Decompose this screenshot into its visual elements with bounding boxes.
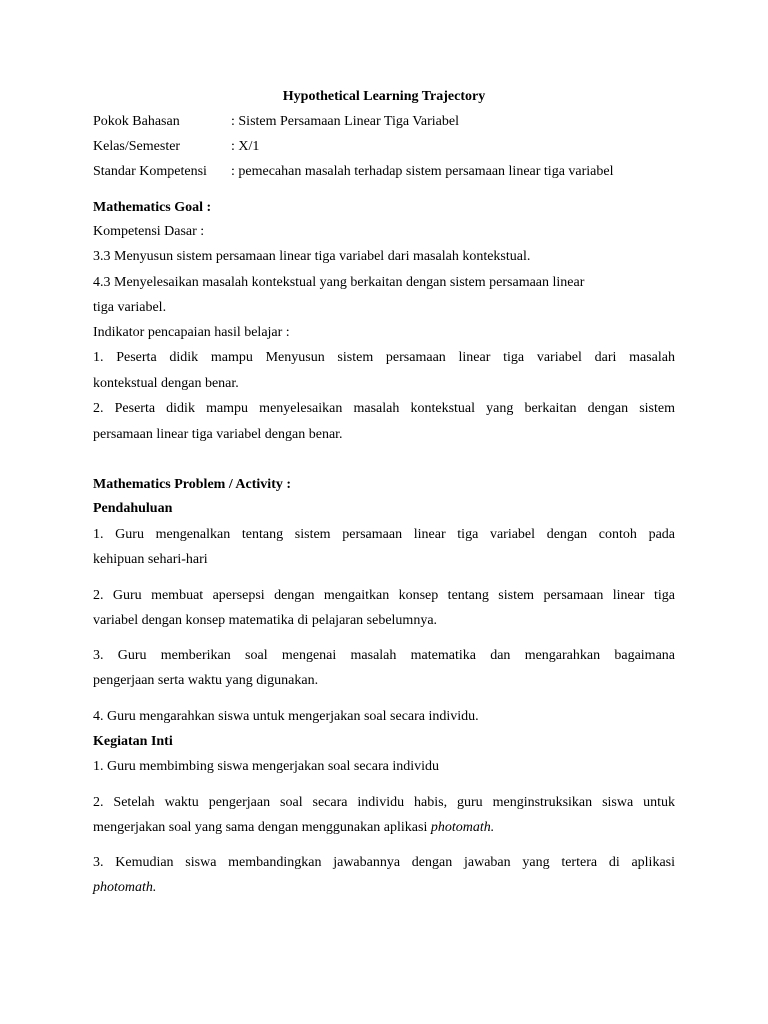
section-kegiatan-inti: Kegiatan Inti <box>93 734 173 749</box>
activity-item: 1. Guru mengenalkan tentang sistem persamaan linear tiga variabel dengan contoh pada <box>93 527 675 542</box>
activity-item: 1. Guru membimbing siswa mengerjakan soal secara individu <box>93 759 440 774</box>
page-title: Hypothetical Learning Trajectory <box>282 89 486 104</box>
activity-item-cont <box>93 879 675 897</box>
activity-item: 3. Guru memberikan soal mengenai masalah matematika dan mengarahkan bagaimana <box>93 648 675 663</box>
meta-value: : Sistem Persamaan Linear Tiga Variabel <box>231 114 459 129</box>
activity-item-cont <box>93 819 675 837</box>
meta-value: : pemecahan masalah terhadap sistem persamaan linear tiga variabel <box>231 164 614 179</box>
kd-item: 4.3 Menyelesaikan masalah kontekstual yang berkaitan dengan sistem persamaan linear <box>93 275 585 290</box>
activity-item-cont: variabel dengan konsep matematika di pelajaran sebelumnya. <box>93 613 438 628</box>
kd-item: 3.3 Menyusun sistem persamaan linear tiga variabel dari masalah kontekstual. <box>93 249 531 264</box>
activity-heading: Mathematics Problem / Activity : <box>93 477 292 492</box>
kd-label: Kompetensi Dasar : <box>93 224 205 239</box>
meta-value: : X/1 <box>231 139 260 154</box>
app-name: photomath. <box>430 820 495 835</box>
activity-item: 3. Kemudian siswa membandingkan jawabannya dengan jawaban yang tertera di aplikasi <box>93 855 675 870</box>
meta-label: Standar Kompetensi <box>93 164 207 179</box>
activity-text: mengerjakan soal yang sama dengan menggunakan aplikasi <box>93 820 428 835</box>
meta-label: Pokok Bahasan <box>93 114 180 129</box>
section-pendahuluan: Pendahuluan <box>93 501 173 516</box>
indicator-label: Indikator pencapaian hasil belajar : <box>93 325 290 340</box>
activity-item: 2. Setelah waktu pengerjaan soal secara individu habis, guru menginstruksikan siswa untuk <box>93 795 675 810</box>
activity-item: 4. Guru mengarahkan siswa untuk mengerjakan soal secara individu. <box>93 709 479 724</box>
activity-item-cont: pengerjaan serta waktu yang digunakan. <box>93 673 319 688</box>
activity-item: 2. Guru membuat apersepsi dengan mengaitkan konsep tentang sistem persamaan linear tiga <box>93 588 675 603</box>
kd-item-cont: tiga variabel. <box>93 300 167 315</box>
indicator-item-cont: kontekstual dengan benar. <box>93 376 239 391</box>
meta-label: Kelas/Semester <box>93 139 181 154</box>
indicator-item-cont: persamaan linear tiga variabel dengan benar. <box>93 427 343 442</box>
indicator-item: 1. Peserta didik mampu Menyusun sistem persamaan linear tiga variabel dari masalah <box>93 350 675 365</box>
goal-heading: Mathematics Goal : <box>93 200 212 215</box>
activity-item-cont: kehipuan sehari-hari <box>93 552 208 567</box>
app-name: photomath. <box>93 880 157 895</box>
indicator-item: 2. Peserta didik mampu menyelesaikan masalah kontekstual yang berkaitan dengan sistem <box>93 401 675 416</box>
